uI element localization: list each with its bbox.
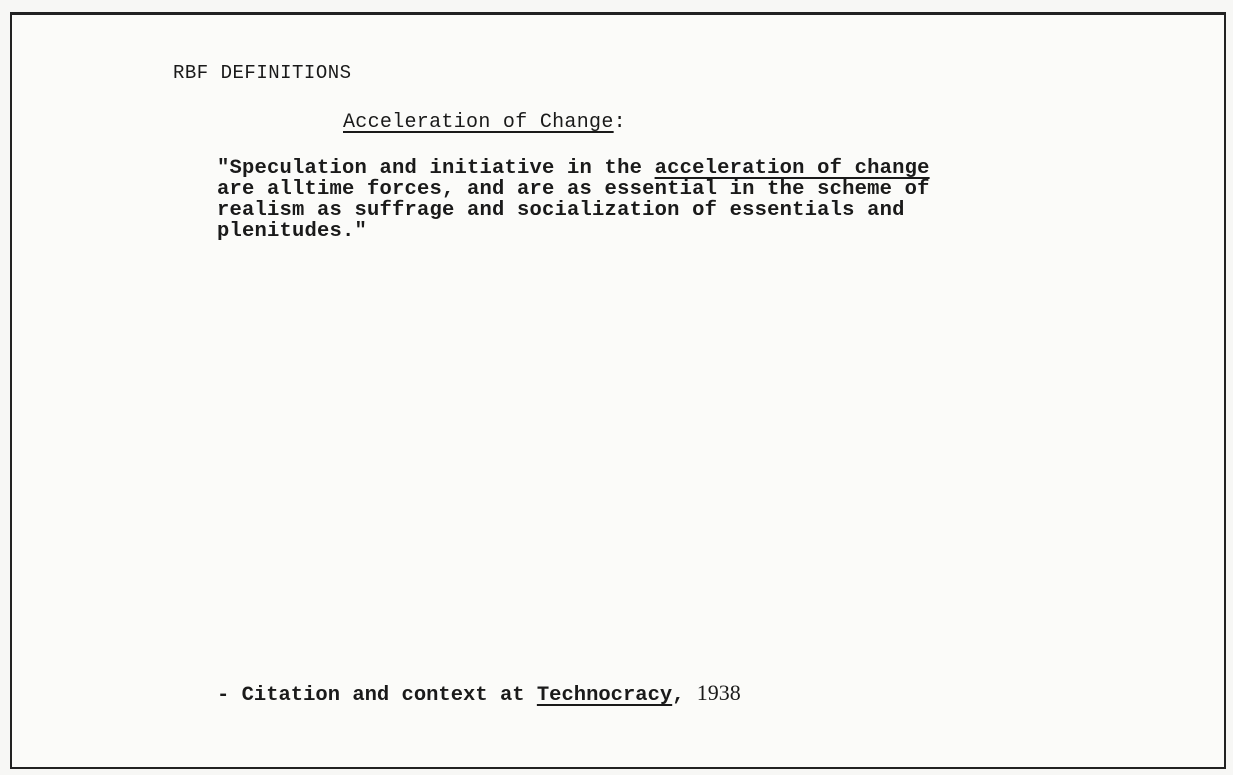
term-colon: : xyxy=(613,111,626,134)
page-top-margin xyxy=(0,0,1233,12)
quote-line2: are alltime forces, and are as essential in the scheme of xyxy=(217,178,930,201)
definition-quote xyxy=(217,158,1047,242)
citation-year: 1938 xyxy=(696,680,741,705)
quote-line3: realism as suffrage and socialization of essentials and xyxy=(217,199,905,222)
definition-term xyxy=(343,111,626,134)
card-header: RBF DEFINITIONS xyxy=(173,62,352,84)
citation xyxy=(217,680,741,707)
citation-source: Technocracy xyxy=(536,684,673,707)
term-title: Acceleration of Change xyxy=(343,111,614,134)
quote-line4: plenitudes." xyxy=(217,220,368,243)
citation-prefix: - Citation and context at xyxy=(217,684,537,707)
quote-highlight: acceleration of change xyxy=(654,157,930,180)
quote-line1-text: "Speculation and initiative in the xyxy=(217,157,655,180)
citation-separator: , xyxy=(672,684,697,707)
